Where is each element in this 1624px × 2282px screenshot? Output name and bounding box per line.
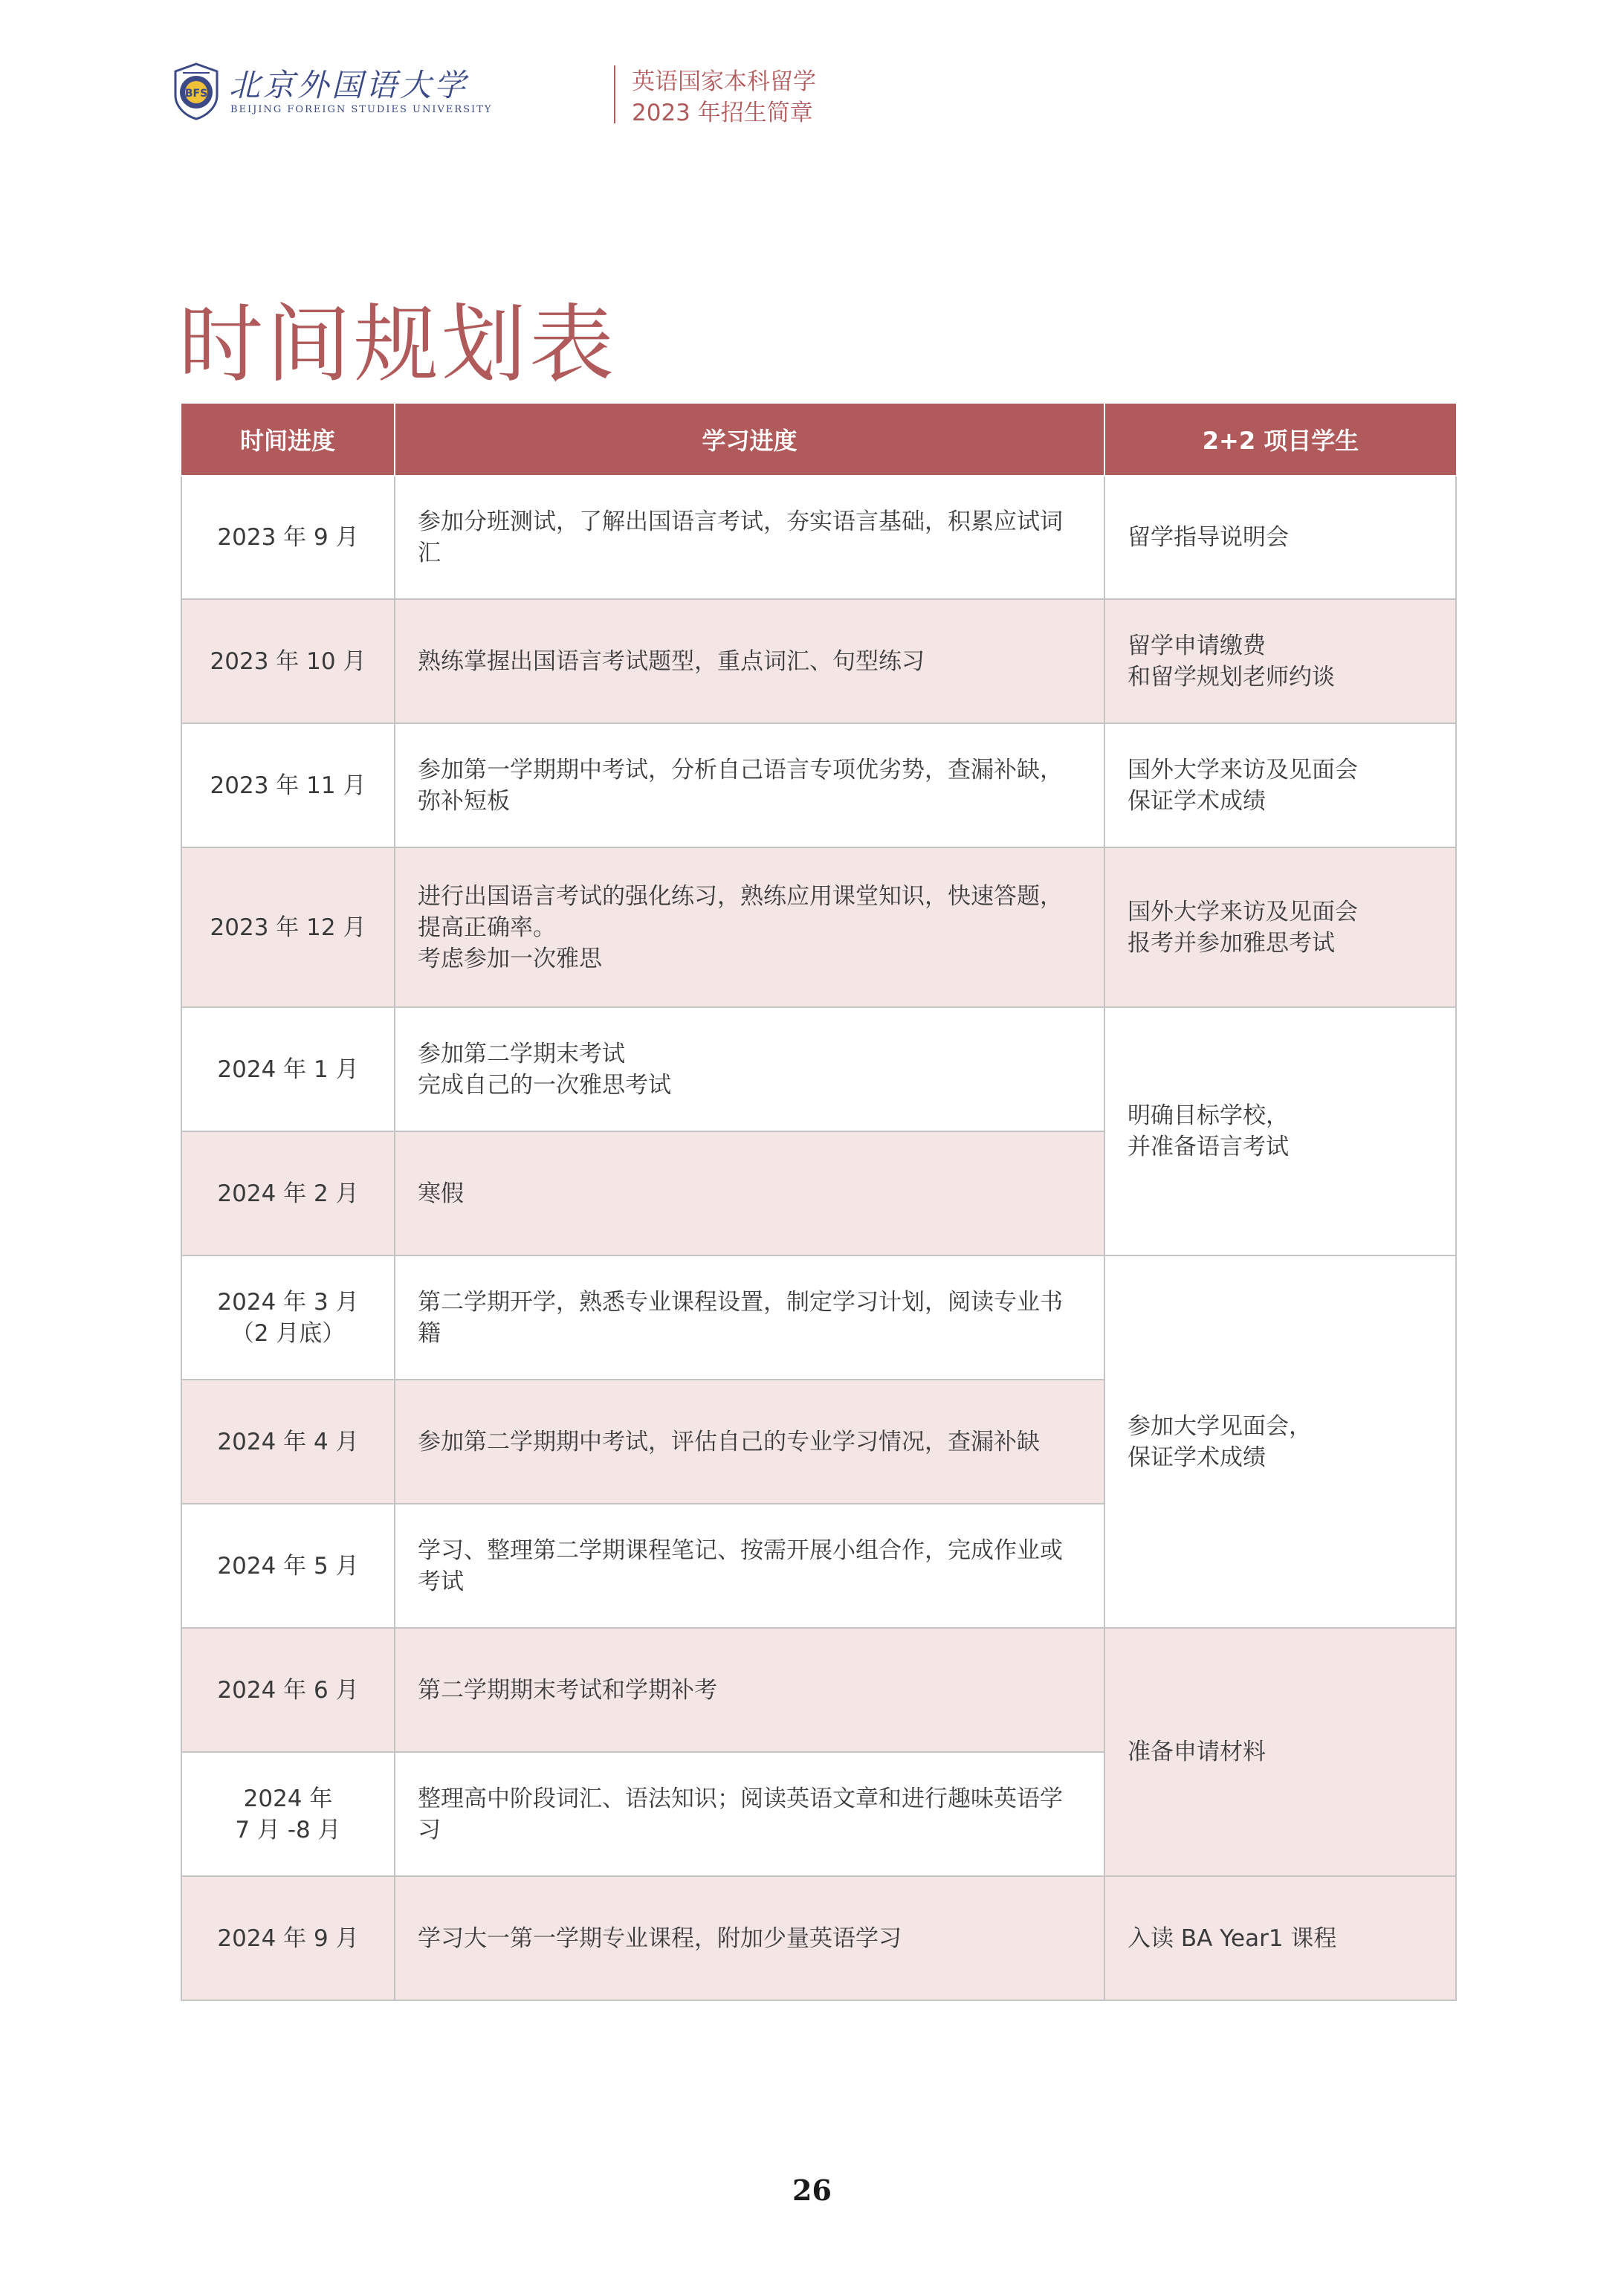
row-date: 2024 年 5 月	[181, 1504, 395, 1628]
university-name-en: BEIJING FOREIGN STUDIES UNIVERSITY	[230, 104, 493, 115]
row-study: 第二学期开学，熟悉专业课程设置，制定学习计划，阅读专业书籍	[395, 1255, 1104, 1380]
table-row	[181, 1007, 1456, 1131]
header-divider	[614, 65, 615, 123]
page-number: 26	[792, 2173, 832, 2207]
row-date: 2024 年 9 月	[181, 1876, 395, 2000]
row-program: 参加大学见面会， 保证学术成绩	[1104, 1255, 1456, 1628]
schedule-table	[181, 404, 1457, 2001]
row-study: 进行出国语言考试的强化练习，熟练应用课堂知识，快速答题，提高正确率。 考虑参加一次雅思	[395, 847, 1104, 1007]
table-row	[181, 1628, 1456, 1752]
row-study: 参加第二学期期中考试，评估自己的专业学习情况，查漏补缺	[395, 1380, 1104, 1504]
row-date: 2024 年 1 月	[181, 1007, 395, 1131]
university-seal-icon	[172, 62, 220, 120]
row-study: 学习大一第一学期专业课程，附加少量英语学习	[395, 1876, 1104, 2000]
row-date: 2024 年 4 月	[181, 1380, 395, 1504]
table-row	[181, 1255, 1456, 1380]
row-program: 国外大学来访及见面会 报考并参加雅思考试	[1104, 847, 1456, 1007]
row-date: 2023 年 11 月	[181, 723, 395, 847]
header-subtitle-2: 2023 年招生简章	[632, 100, 813, 126]
page-title: 时间规划表	[178, 295, 618, 395]
university-name: 北京外国语大学	[229, 67, 469, 103]
header-subtitle-1: 英语国家本科留学	[632, 68, 816, 95]
table-row	[181, 723, 1456, 847]
row-program: 明确目标学校， 并准备语言考试	[1104, 1007, 1456, 1255]
row-date: 2023 年 9 月	[181, 476, 395, 599]
row-program: 国外大学来访及见面会 保证学术成绩	[1104, 723, 1456, 847]
schedule-table-container	[181, 404, 1455, 2001]
header-time: 时间进度	[181, 404, 395, 476]
row-program: 留学申请缴费 和留学规划老师约谈	[1104, 599, 1456, 723]
row-date: 2024 年 7 月 -8 月	[181, 1752, 395, 1876]
header-study: 学习进度	[395, 404, 1104, 476]
table-header-row	[181, 404, 1456, 476]
row-study: 整理高中阶段词汇、语法知识；阅读英语文章和进行趣味英语学习	[395, 1752, 1104, 1876]
page-header	[172, 58, 841, 126]
row-study: 参加第一学期期中考试，分析自己语言专项优劣势，查漏补缺，弥补短板	[395, 723, 1104, 847]
row-date: 2024 年 3 月 （2 月底）	[181, 1255, 395, 1380]
row-program: 入读 BA Year1 课程	[1104, 1876, 1456, 2000]
row-study: 寒假	[395, 1131, 1104, 1255]
svg-text:BFS: BFS	[184, 88, 208, 100]
row-program: 准备申请材料	[1104, 1628, 1456, 1876]
row-study: 熟练掌握出国语言考试题型，重点词汇、句型练习	[395, 599, 1104, 723]
table-row	[181, 1876, 1456, 2000]
table-row	[181, 599, 1456, 723]
row-study: 第二学期期末考试和学期补考	[395, 1628, 1104, 1752]
row-study: 参加第二学期末考试 完成自己的一次雅思考试	[395, 1007, 1104, 1131]
header-program: 2+2 项目学生	[1104, 404, 1456, 476]
row-date: 2024 年 2 月	[181, 1131, 395, 1255]
row-study: 参加分班测试，了解出国语言考试，夯实语言基础，积累应试词汇	[395, 476, 1104, 599]
row-date: 2023 年 12 月	[181, 847, 395, 1007]
table-row	[181, 476, 1456, 599]
row-date: 2023 年 10 月	[181, 599, 395, 723]
row-program: 留学指导说明会	[1104, 476, 1456, 599]
row-date: 2024 年 6 月	[181, 1628, 395, 1752]
table-row	[181, 847, 1456, 1007]
row-study: 学习、整理第二学期课程笔记、按需开展小组合作，完成作业或考试	[395, 1504, 1104, 1628]
